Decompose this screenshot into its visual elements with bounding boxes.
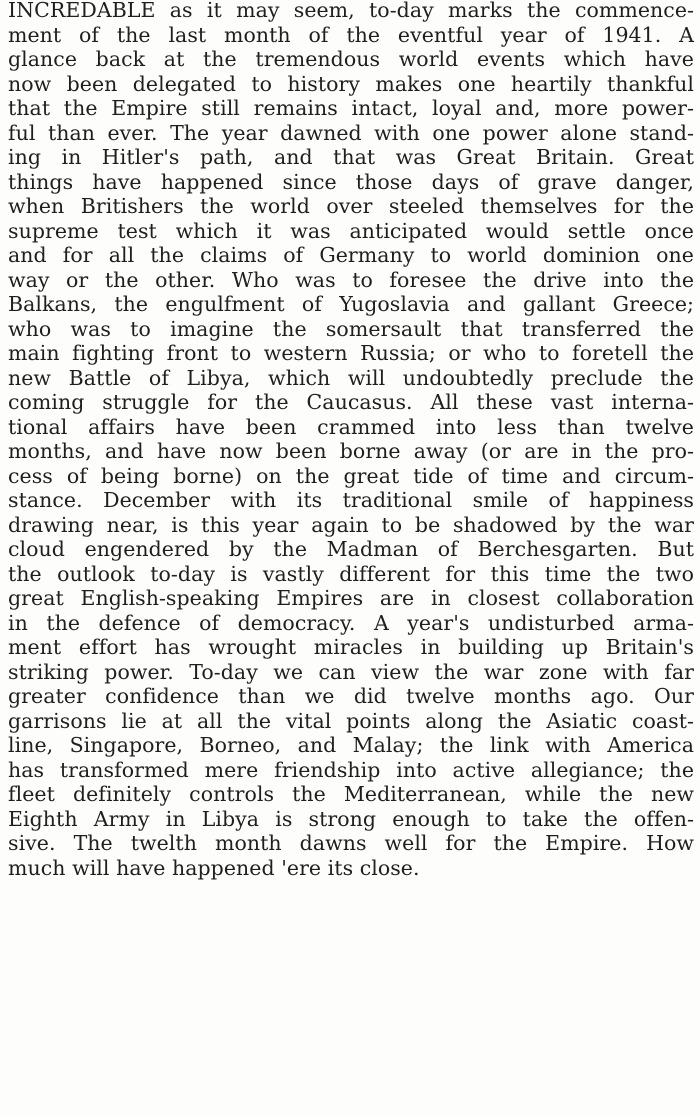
text-line: cess of being borne) on the great tide of time and circum- <box>8 463 694 488</box>
text-line: sive. The twelth month dawns well for the Empire. How <box>8 831 694 855</box>
text-line: new Battle of Libya, which will undoubtedly preclude the <box>8 365 694 390</box>
text-line: garrisons lie at all the vital points along the Asiatic coast- <box>8 708 694 733</box>
text-line: Balkans, the engulfment of Yugoslavia and gallant Greece; <box>8 292 694 316</box>
text-line: stance. December with its traditional smile of happiness <box>8 488 694 512</box>
text-line: fleet definitely controls the Mediterranean, while the new <box>8 782 694 806</box>
text-line: way or the other. Who was to foresee the drive into the <box>8 267 694 292</box>
text-line: ment of the last month of the eventful year of 1941. A <box>8 22 694 47</box>
text-line: striking power. To-day we can view the war zone with far <box>8 659 694 684</box>
text-line: supreme test which it was anticipated would settle once <box>8 218 694 243</box>
text-line: things have happened since those days of grave danger, <box>8 169 694 194</box>
text-line: line, Singapore, Borneo, and Malay; the link with America <box>8 733 694 757</box>
editorial-column <box>8 0 694 880</box>
text-line: and for all the claims of Germany to world dominion one <box>8 243 694 267</box>
text-line: glance back at the tremendous world events which have <box>8 47 694 71</box>
text-line: now been delegated to history makes one heartily thankful <box>8 71 694 96</box>
text-line: drawing near, is this year again to be shadowed by the war <box>8 512 694 537</box>
text-line: ing in Hitler's path, and that was Great Britain. Great <box>8 145 694 169</box>
text-line: greater confidence than we did twelve months ago. Our <box>8 684 694 708</box>
text-line: in the defence of democracy. A year's undisturbed arma- <box>8 610 694 635</box>
text-line: INCREDABLE as it may seem, to-day marks the commence- <box>8 0 694 22</box>
text-line: Eighth Army in Libya is strong enough to take the offen- <box>8 806 694 831</box>
text-line: when Britishers the world over steeled themselves for the <box>8 194 694 218</box>
text-line: that the Empire still remains intact, loyal and, more power- <box>8 96 694 120</box>
text-line: has transformed mere friendship into active allegiance; the <box>8 757 694 782</box>
text-line: cloud engendered by the Madman of Berchesgarten. But <box>8 537 694 561</box>
text-line: ful than ever. The year dawned with one power alone stand- <box>8 120 694 145</box>
text-line: who was to imagine the somersault that transferred the <box>8 316 694 341</box>
text-line: ment effort has wrought miracles in building up Britain's <box>8 635 694 659</box>
text-line: the outlook to-day is vastly different for this time the two <box>8 561 694 586</box>
text-line: main fighting front to western Russia; or who to foretell the <box>8 341 694 365</box>
text-line: much will have happened 'ere its close. <box>8 855 420 880</box>
text-line: months, and have now been borne away (or are in the pro- <box>8 439 694 463</box>
text-line: great English-speaking Empires are in closest collaboration <box>8 586 694 610</box>
text-line: tional affairs have been crammed into less than twelve <box>8 414 694 439</box>
text-line: coming struggle for the Caucasus. All these vast interna- <box>8 390 694 414</box>
